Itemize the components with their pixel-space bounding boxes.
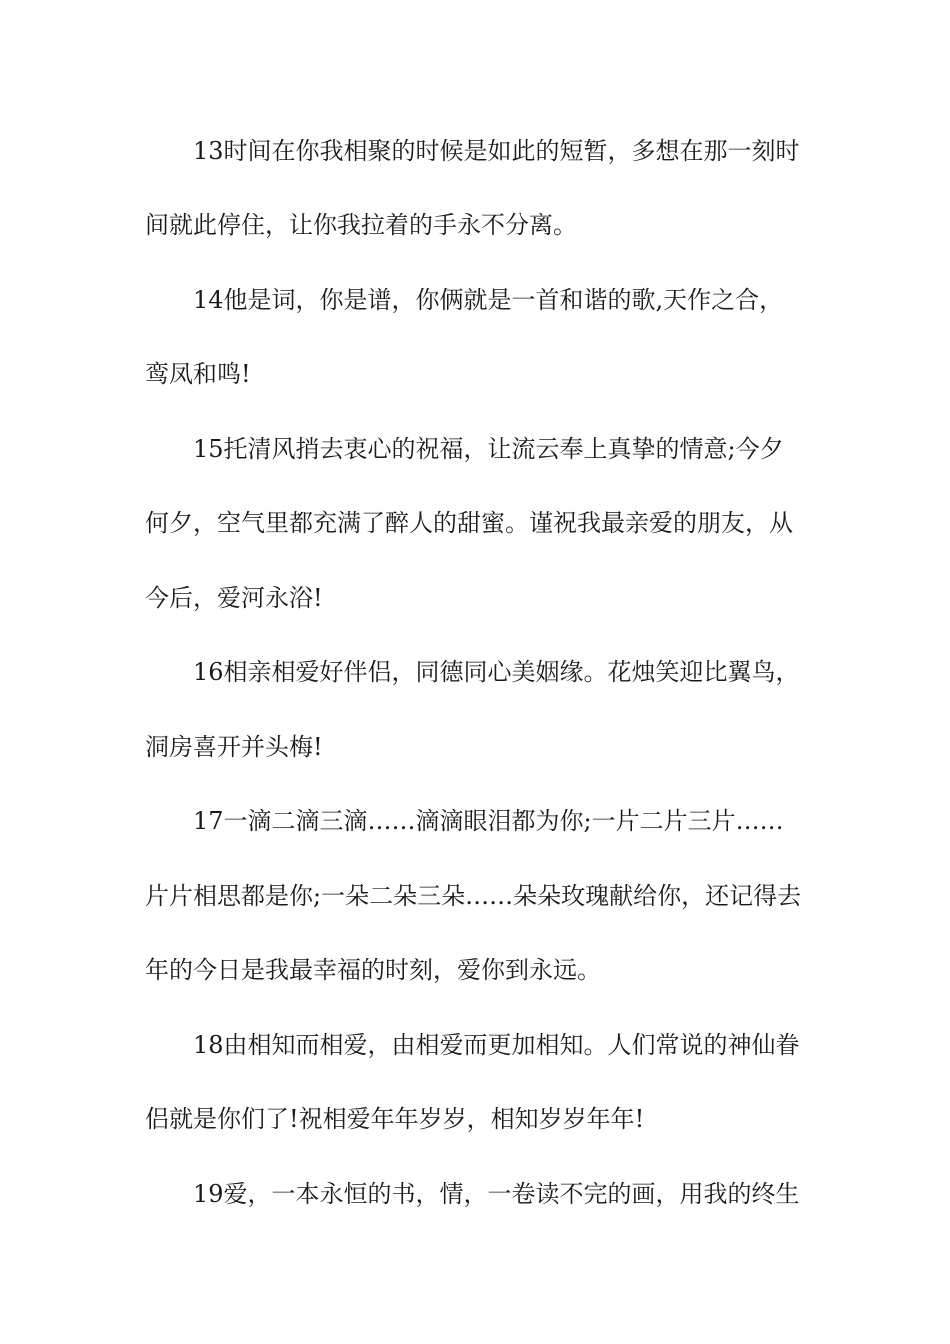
paragraph-17-line-1: 17一滴二滴三滴……滴滴眼泪都为你;一片二片三片…… bbox=[193, 807, 784, 835]
paragraph-17-line-2: 片片相思都是你;一朵二朵三朵……朵朵玫瑰献给你，还记得去 bbox=[145, 882, 802, 910]
paragraph-19-line-1: 19爱，一本永恒的书，情，一卷读不完的画，用我的终生 bbox=[193, 1180, 800, 1208]
paragraph-18-line-1: 18由相知而相爱，由相爱而更加相知。人们常说的神仙眷 bbox=[193, 1031, 800, 1059]
paragraph-17-line-3: 年的今日是我最幸福的时刻，爱你到永远。 bbox=[145, 956, 601, 984]
paragraph-15-line-3: 今后，爱河永浴! bbox=[145, 584, 323, 612]
paragraph-13-line-2: 间就此停住，让你我拉着的手永不分离。 bbox=[145, 211, 577, 239]
paragraph-18-line-2: 侣就是你们了!祝相爱年年岁岁，相知岁岁年年! bbox=[145, 1105, 645, 1133]
paragraph-15-line-2: 何夕，空气里都充满了醉人的甜蜜。谨祝我最亲爱的朋友，从 bbox=[145, 509, 793, 537]
paragraph-14-line-2: 鸾凤和鸣! bbox=[145, 360, 251, 388]
paragraph-13-line-1: 13时间在你我相聚的时候是如此的短暂，多想在那一刻时 bbox=[193, 137, 800, 165]
paragraph-15-line-1: 15托清风捎去衷心的祝福，让流云奉上真挚的情意;今夕 bbox=[193, 435, 784, 463]
paragraph-16-line-2: 洞房喜开并头梅! bbox=[145, 733, 323, 761]
paragraph-14-line-1: 14他是词，你是谱，你俩就是一首和谐的歌,天作之合， bbox=[193, 286, 784, 314]
paragraph-16-line-1: 16相亲相爱好伴侣，同德同心美姻缘。花烛笑迎比翼鸟， bbox=[193, 658, 800, 686]
